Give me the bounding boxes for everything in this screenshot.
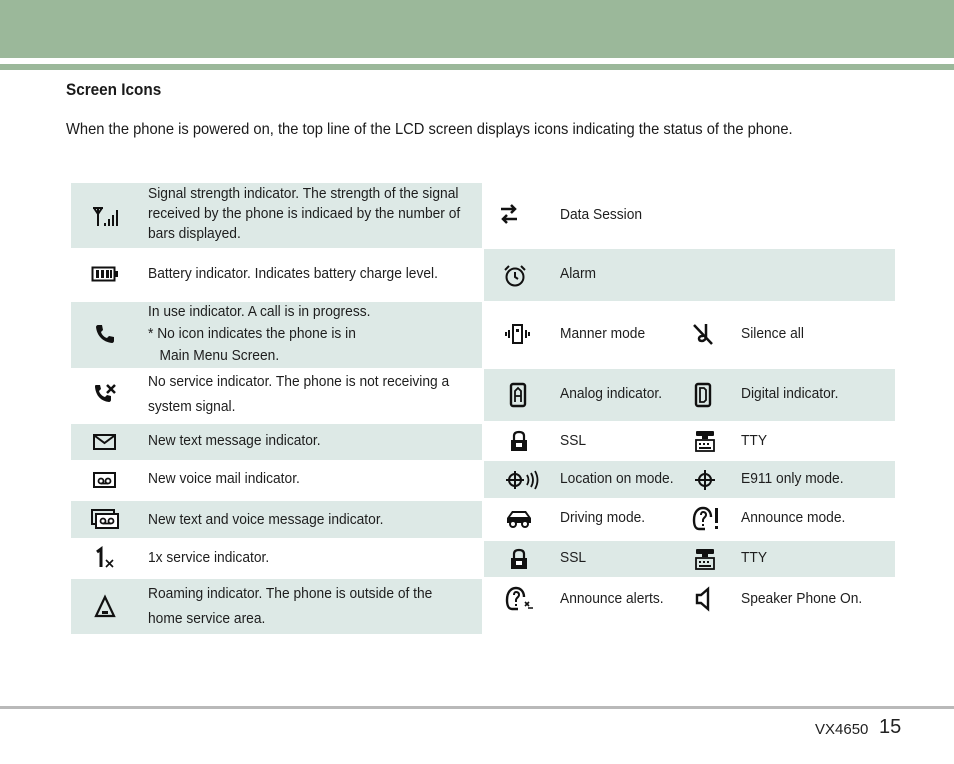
description-line: No service indicator. The phone is not receiving a [148,373,450,390]
intro-text: When the phone is powered on, the top line of the LCD screen displays icons indicating the status of the phone. [66,121,793,138]
announce-mode-icon [690,504,722,534]
text-message-icon [87,428,123,456]
alarm-clock-icon [500,261,530,291]
row-label: Silence all [741,325,804,342]
description-line: New text and voice message indicator. [148,511,384,528]
row-description [148,469,300,489]
description-line: New text message indicator. [148,432,321,449]
row-label: Driving mode. [560,509,646,526]
section-heading: Screen Icons [66,80,162,99]
row-description [148,184,460,244]
footer-rule [0,706,954,709]
signal-strength-icon [87,201,123,231]
description-line: Roaming indicator. The phone is outside of the [148,585,433,602]
row-label: Manner mode [560,325,646,342]
row-label: Speaker Phone On. [741,590,863,607]
1x-service-icon [87,544,123,572]
tty-icon [690,427,720,455]
roaming-icon [87,592,123,622]
row-description [148,302,370,366]
row-label: TTY [741,549,768,566]
description-line: * No icon indicates the phone is in [148,325,356,342]
description-line: system signal. [148,398,236,415]
silence-all-icon [688,319,718,349]
battery-icon [87,260,123,288]
tty-icon [690,545,720,573]
header-rule [0,64,954,70]
row-description [148,584,432,629]
page-number: 15 [879,716,902,738]
text-and-voice-message-icon [85,505,125,533]
footer-model: VX4650 [815,721,869,738]
data-session-icon [494,200,524,230]
manner-mode-icon [502,319,532,349]
description-line: Signal strength indicator. The strength of the signal [148,185,459,202]
row-label: SSL [560,549,587,566]
row-label: Location on mode. [560,470,674,487]
description-line: New voice mail indicator. [148,470,300,487]
speaker-phone-icon [690,584,716,614]
analog-icon [504,380,532,410]
row-label: Announce alerts. [560,590,664,607]
row-description [148,548,269,568]
location-on-icon [502,466,542,494]
ssl-lock-icon [505,427,533,455]
description-line: bars displayed. [148,225,241,242]
description-line: 1x service indicator. [148,549,270,566]
row-label: Data Session [560,206,643,223]
voice-mail-icon [87,466,123,494]
row-description [148,264,438,284]
row-label: Announce mode. [741,509,846,526]
ssl-lock-icon [505,545,533,573]
description-line: In use indicator. A call is in progress. [148,303,371,320]
row-description [148,372,449,417]
description-line: Main Menu Screen. [148,347,280,364]
driving-mode-icon [503,504,535,532]
row-label: Digital indicator. [741,385,839,402]
row-label: E911 only mode. [741,470,844,487]
header-band [0,0,954,58]
description-line: home service area. [148,610,266,627]
announce-alerts-icon [503,584,537,614]
table-row [484,249,895,301]
row-label: TTY [741,432,768,449]
row-description [148,431,321,451]
row-label: Analog indicator. [560,385,663,402]
description-line: received by the phone is indicaed by the number of [148,205,461,222]
row-label: Alarm [560,265,597,282]
digital-icon [689,380,717,410]
in-use-phone-icon [87,320,123,348]
no-service-icon [87,380,123,408]
row-description [148,510,383,530]
e911-only-icon [691,466,719,494]
description-line: Battery indicator. Indicates battery charge level. [148,265,438,282]
row-label: SSL [560,432,587,449]
